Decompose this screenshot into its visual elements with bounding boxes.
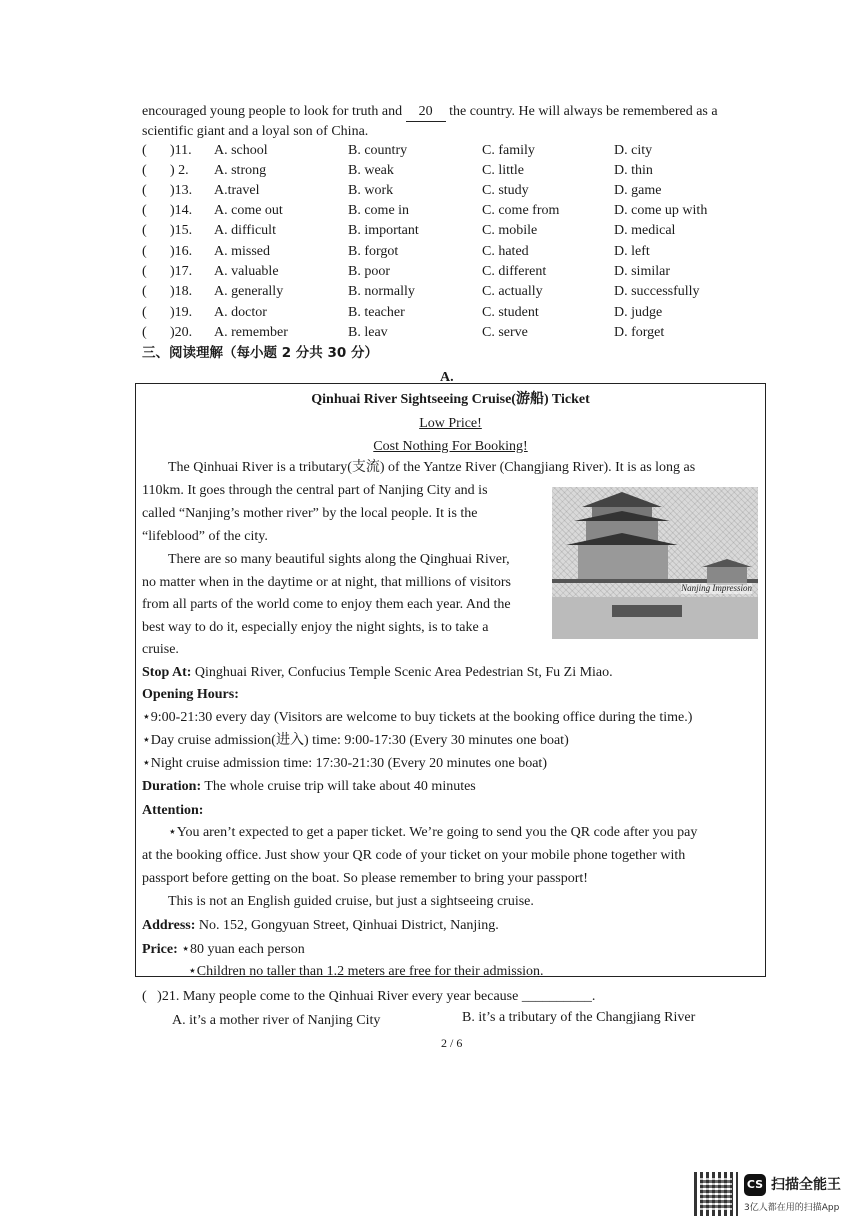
option-d: D. medical <box>614 223 676 238</box>
option-a: A.travel <box>214 183 260 198</box>
ticket-paragraph: 110km. It goes through the central part of Nanjing City and is <box>142 483 488 498</box>
ticket-paragraph: best way to do it, especially enjoy the night sights, is to take a <box>142 620 489 635</box>
question-row <box>142 183 782 203</box>
camscanner-name: 扫描全能王 <box>771 1177 841 1193</box>
question-number: ) 2. <box>170 163 189 178</box>
ticket-paragraph: “lifeblood” of the city. <box>142 529 268 544</box>
question-number: )16. <box>170 244 193 259</box>
passage-label: A. <box>440 370 454 385</box>
question-row <box>142 163 782 183</box>
hours-heading: Opening Hours: <box>142 687 239 702</box>
price-item: ⋆Children no taller than 1.2 meters are free for their admission. <box>188 964 544 979</box>
ticket-box <box>135 383 766 977</box>
answer-paren: ( <box>142 163 147 178</box>
answer-paren: ( <box>142 223 147 238</box>
question-number: )20. <box>170 325 193 340</box>
attention-item: ⋆You aren’t expected to get a paper ticket. We’re going to send you the QR code after you pay <box>168 825 698 840</box>
option-c: C. family <box>482 143 535 158</box>
option-a: A. come out <box>214 203 283 218</box>
option-d: D. successfully <box>614 284 700 299</box>
question-21-option-b: B. it’s a tributary of the Changjiang River <box>462 1010 696 1025</box>
attention-item: at the booking office. Just show your QR code of your ticket on your mobile phone together with <box>142 848 686 863</box>
question-number: )13. <box>170 183 193 198</box>
ticket-title: Qinhuai River Sightseeing Cruise(游船) Ticket <box>311 392 590 407</box>
ticket-subtitle: Cost Nothing For Booking! <box>373 439 528 454</box>
option-a: A. doctor <box>214 305 267 320</box>
question-number: )19. <box>170 305 193 320</box>
option-c: C. actually <box>482 284 543 299</box>
hours-item: ⋆Night cruise admission time: 17:30-21:30 (Every 20 minutes one boat) <box>142 756 547 771</box>
duration-info: Duration: The whole cruise trip will take about 40 minutes <box>142 779 476 794</box>
ticket-subtitle: Low Price! <box>419 416 482 431</box>
option-d: D. game <box>614 183 662 198</box>
option-a: A. strong <box>214 163 267 178</box>
camscanner-logo: CS <box>744 1174 766 1196</box>
question-number: )18. <box>170 284 193 299</box>
question-21-option-a: A. it’s a mother river of Nanjing City <box>172 1013 381 1028</box>
question-row <box>142 223 782 243</box>
question-row <box>142 264 782 284</box>
option-a: A. school <box>214 143 268 158</box>
ticket-paragraph: cruise. <box>142 642 179 657</box>
passage-line <box>142 103 718 122</box>
option-d: D. left <box>614 244 650 259</box>
option-c: C. little <box>482 163 524 178</box>
answer-paren: ( <box>142 305 147 320</box>
answer-paren: ( <box>142 325 147 340</box>
option-a: A. missed <box>214 244 270 259</box>
ticket-paragraph: The Qinhuai River is a tributary(支流) of the Yantze River (Changjiang River). It is as long as <box>168 460 696 475</box>
address-info: Address: No. 152, Gongyuan Street, Qinhuai District, Nanjing. <box>142 918 499 933</box>
option-c: C. student <box>482 305 539 320</box>
question-row <box>142 305 782 325</box>
option-d: D. thin <box>614 163 653 178</box>
question-number: )17. <box>170 264 193 279</box>
attention-heading: Attention: <box>142 803 204 818</box>
pagoda-illustration <box>552 487 758 639</box>
attention-item: This is not an English guided cruise, but just a sightseeing cruise. <box>168 894 534 909</box>
option-d: D. come up with <box>614 203 708 218</box>
question-row <box>142 284 782 304</box>
hours-item: ⋆9:00-21:30 every day (Visitors are welcome to buy tickets at the booking office during the time.) <box>142 710 693 725</box>
option-a: A. remember <box>214 325 288 340</box>
answer-paren: ( <box>142 143 147 158</box>
qr-code-image <box>694 1172 738 1216</box>
option-c: C. mobile <box>482 223 538 238</box>
option-b: B. come in <box>348 203 410 218</box>
option-c: C. study <box>482 183 529 198</box>
option-c: C. hated <box>482 244 529 259</box>
option-d: D. similar <box>614 264 670 279</box>
option-c: C. serve <box>482 325 528 340</box>
question-row <box>142 203 782 223</box>
image-caption: Nanjing Impression <box>681 583 752 593</box>
option-b: B. work <box>348 183 394 198</box>
option-b: B. leav <box>348 325 388 340</box>
option-b: B. poor <box>348 264 390 279</box>
question-row <box>142 244 782 264</box>
option-d: D. judge <box>614 305 663 320</box>
ticket-paragraph: There are so many beautiful sights along the Qinghuai River, <box>168 552 510 567</box>
option-a: A. valuable <box>214 264 279 279</box>
nanjing-pagoda-image <box>552 487 758 639</box>
answer-paren: ( <box>142 203 147 218</box>
passage-text: the country. He will always be remembered as a <box>449 104 718 119</box>
option-d: D. forget <box>614 325 665 340</box>
answer-paren: ( <box>142 264 147 279</box>
ticket-paragraph: no matter when in the daytime or at night, that millions of visitors <box>142 575 511 590</box>
question-21-stem: ( )21. Many people come to the Qinhuai River every year because __________. <box>142 989 596 1004</box>
question-row <box>142 325 782 345</box>
passage-line: scientific giant and a loyal son of China. <box>142 124 369 139</box>
option-d: D. city <box>614 143 653 158</box>
ticket-paragraph: called “Nanjing’s mother river” by the local people. It is the <box>142 506 478 521</box>
option-a: A. generally <box>214 284 284 299</box>
passage-text: encouraged young people to look for truth and <box>142 104 403 119</box>
hours-item: ⋆Day cruise admission(进入) time: 9:00-17:30 (Every 30 minutes one boat) <box>142 733 569 748</box>
option-b: B. normally <box>348 284 415 299</box>
stop-info: Stop At: Qinghuai River, Confucius Temple Scenic Area Pedestrian St, Fu Zi Miao. <box>142 665 613 680</box>
attention-item: passport before getting on the boat. So please remember to bring your passport! <box>142 871 588 886</box>
question-number: )14. <box>170 203 193 218</box>
question-row <box>142 143 782 163</box>
answer-paren: ( <box>142 284 147 299</box>
answer-paren: ( <box>142 244 147 259</box>
section-heading: 三、阅读理解（每小题 2 分共 30 分） <box>142 345 378 361</box>
price-info: Price: ⋆80 yuan each person <box>142 942 305 957</box>
answer-paren: ( <box>142 183 147 198</box>
option-a: A. difficult <box>214 223 276 238</box>
ticket-paragraph: from all parts of the world come to enjoy them each year. And the <box>142 597 511 612</box>
option-b: B. weak <box>348 163 394 178</box>
camscanner-tagline: 3亿人都在用的扫描App <box>744 1203 840 1213</box>
answer-blank-20: 20 <box>406 103 446 122</box>
option-c: C. different <box>482 264 547 279</box>
option-b: B. forgot <box>348 244 399 259</box>
question-number: )11. <box>170 143 192 158</box>
option-b: B. important <box>348 223 419 238</box>
question-number: )15. <box>170 223 193 238</box>
option-c: C. come from <box>482 203 560 218</box>
page-number: 2 / 6 <box>441 1036 463 1050</box>
option-b: B. teacher <box>348 305 405 320</box>
option-b: B. country <box>348 143 408 158</box>
